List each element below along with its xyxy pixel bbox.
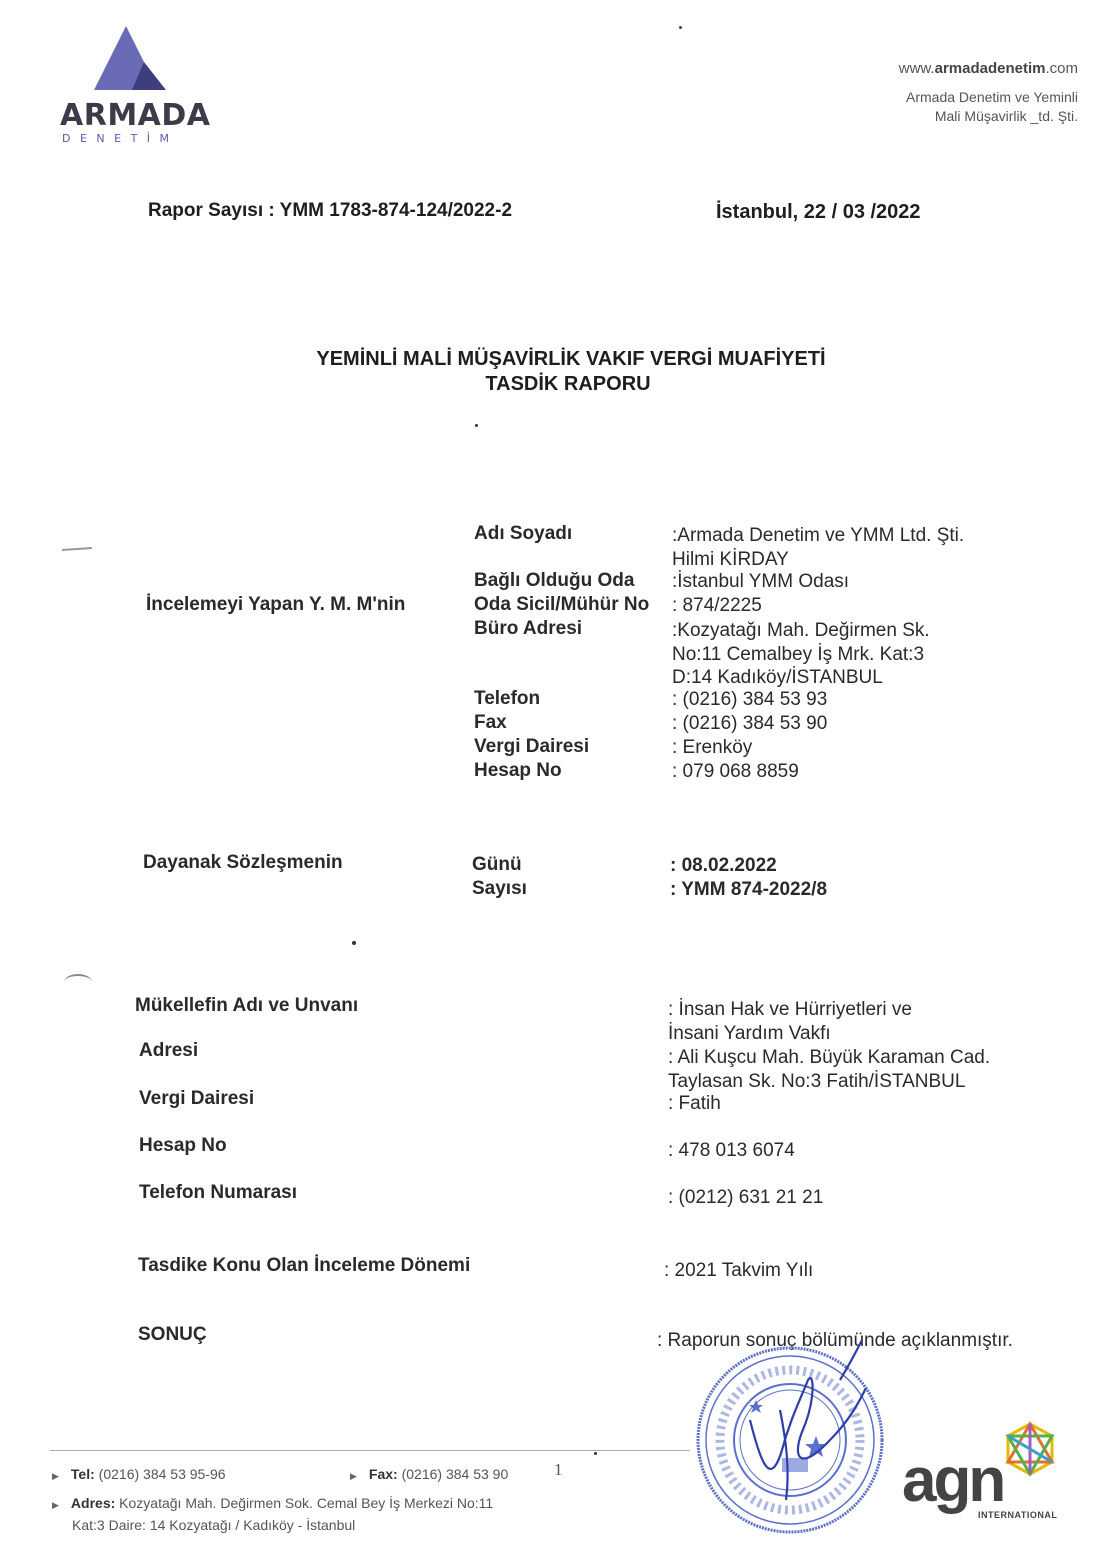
field-value: :Kozyatağı Mah. Değirmen Sk. No:11 Cemalbey İş Mrk. Kat:3 D:14 Kadıköy/İSTANBUL	[672, 620, 930, 688]
field-value: : 874/2225	[672, 595, 762, 616]
report-title: YEMİNLİ MALİ MÜŞAVİRLİK VAKIF VERGİ MUAFİYETİ TASDİK RAPORU	[316, 348, 826, 395]
field-label: Telefon	[474, 688, 541, 709]
taxpayer-account-value: : 478 013 6074	[668, 1140, 795, 1161]
bullet-icon: ▶	[350, 1471, 357, 1481]
field-value: : (0216) 384 53 90	[672, 713, 828, 734]
bullet-icon: ▶	[52, 1500, 59, 1510]
period-label: Tasdike Konu Olan İnceleme Dönemi	[138, 1255, 471, 1276]
field-label: Büro Adresi	[474, 618, 583, 639]
field-value: : 079 068 8859	[672, 761, 799, 782]
field-value: :Armada Denetim ve YMM Ltd. Şti. Hilmi KİRDAY	[672, 525, 965, 570]
contract-number-label: Sayısı	[472, 878, 527, 899]
footer-divider	[50, 1450, 690, 1451]
logo-subtitle: D E N E T İ M	[62, 132, 173, 145]
taxpayer-name-label: Mükellefin Adı ve Unvanı	[135, 995, 359, 1016]
field-label: Hesap No	[474, 760, 562, 781]
logo-mark-icon	[84, 24, 204, 96]
taxpayer-phone-label: Telefon Numarası	[139, 1182, 298, 1203]
agn-cube-icon	[1000, 1420, 1060, 1480]
field-label: Bağlı Olduğu Oda	[474, 570, 635, 591]
taxpayer-name-value: : İnsan Hak ve Hürriyetleri ve İnsani Yardım Vakfı	[668, 999, 912, 1044]
speck	[679, 26, 682, 29]
official-stamp-icon	[690, 1340, 900, 1540]
speck	[352, 941, 356, 945]
contract-number-value: : YMM 874-2022/8	[670, 879, 828, 900]
logo-name: ARMADA	[60, 98, 211, 133]
field-value: :İstanbul YMM Odası	[672, 571, 850, 592]
taxpayer-tax-office-value: : Fatih	[668, 1093, 721, 1114]
result-label: SONUÇ	[138, 1324, 207, 1345]
taxpayer-address-label: Adresi	[139, 1040, 199, 1061]
company-name: Armada Denetim ve Yeminli Mali Müşavirlik _td. Şti.	[906, 89, 1078, 124]
footer-fax[interactable]: ▶ Fax: (0216) 384 53 90	[350, 1466, 509, 1482]
field-value: : Erenköy	[672, 737, 753, 758]
report-number: Rapor Sayısı : YMM 1783-874-124/2022-2	[148, 200, 513, 221]
website[interactable]: www.armadadenetim.com	[898, 60, 1078, 77]
field-value: : (0216) 384 53 93	[672, 689, 828, 710]
armada-logo	[60, 24, 220, 154]
contract-date-value: : 08.02.2022	[670, 855, 777, 876]
scan-mark	[64, 974, 92, 990]
period-value: : 2021 Takvim Yılı	[664, 1260, 814, 1281]
taxpayer-account-label: Hesap No	[139, 1135, 227, 1156]
taxpayer-address-value: : Ali Kuşcu Mah. Büyük Karaman Cad. Taylasan Sk. No:3 Fatih/İSTANBUL	[668, 1047, 991, 1092]
contract-date-label: Günü	[472, 854, 522, 875]
taxpayer-phone-value: : (0212) 631 21 21	[668, 1187, 824, 1208]
agn-logo	[902, 1420, 1072, 1530]
scan-mark	[62, 547, 92, 551]
agn-sub: INTERNATIONAL	[978, 1510, 1058, 1520]
taxpayer-tax-office-label: Vergi Dairesi	[139, 1088, 255, 1109]
agn-name: agn	[902, 1446, 1004, 1515]
field-label: Vergi Dairesi	[474, 736, 590, 757]
bullet-icon: ▶	[52, 1471, 59, 1481]
field-label: Fax	[474, 712, 507, 733]
auditor-section-label: İncelemeyi Yapan Y. M. M'nin	[146, 594, 406, 615]
page-number: 1	[554, 1460, 563, 1479]
contract-section-label: Dayanak Sözleşmenin	[143, 852, 343, 873]
footer-address: ▶ Adres: Kozyatağı Mah. Değirmen Sok. Cemal Bey İş Merkezi No:11 Kat:3 Daire: 14 Kozyatağı / Kadıköy - İstanbul	[52, 1495, 494, 1533]
result-value: : Raporun sonuç bölümünde açıklanmıştır.	[657, 1330, 1013, 1351]
speck	[475, 424, 478, 427]
field-label: Adı Soyadı	[474, 523, 573, 544]
speck	[594, 1452, 597, 1455]
place-date: İstanbul, 22 / 03 /2022	[716, 201, 921, 223]
footer-tel[interactable]: ▶ Tel: (0216) 384 53 95-96	[52, 1466, 226, 1482]
field-label: Oda Sicil/Mühür No	[474, 594, 650, 615]
